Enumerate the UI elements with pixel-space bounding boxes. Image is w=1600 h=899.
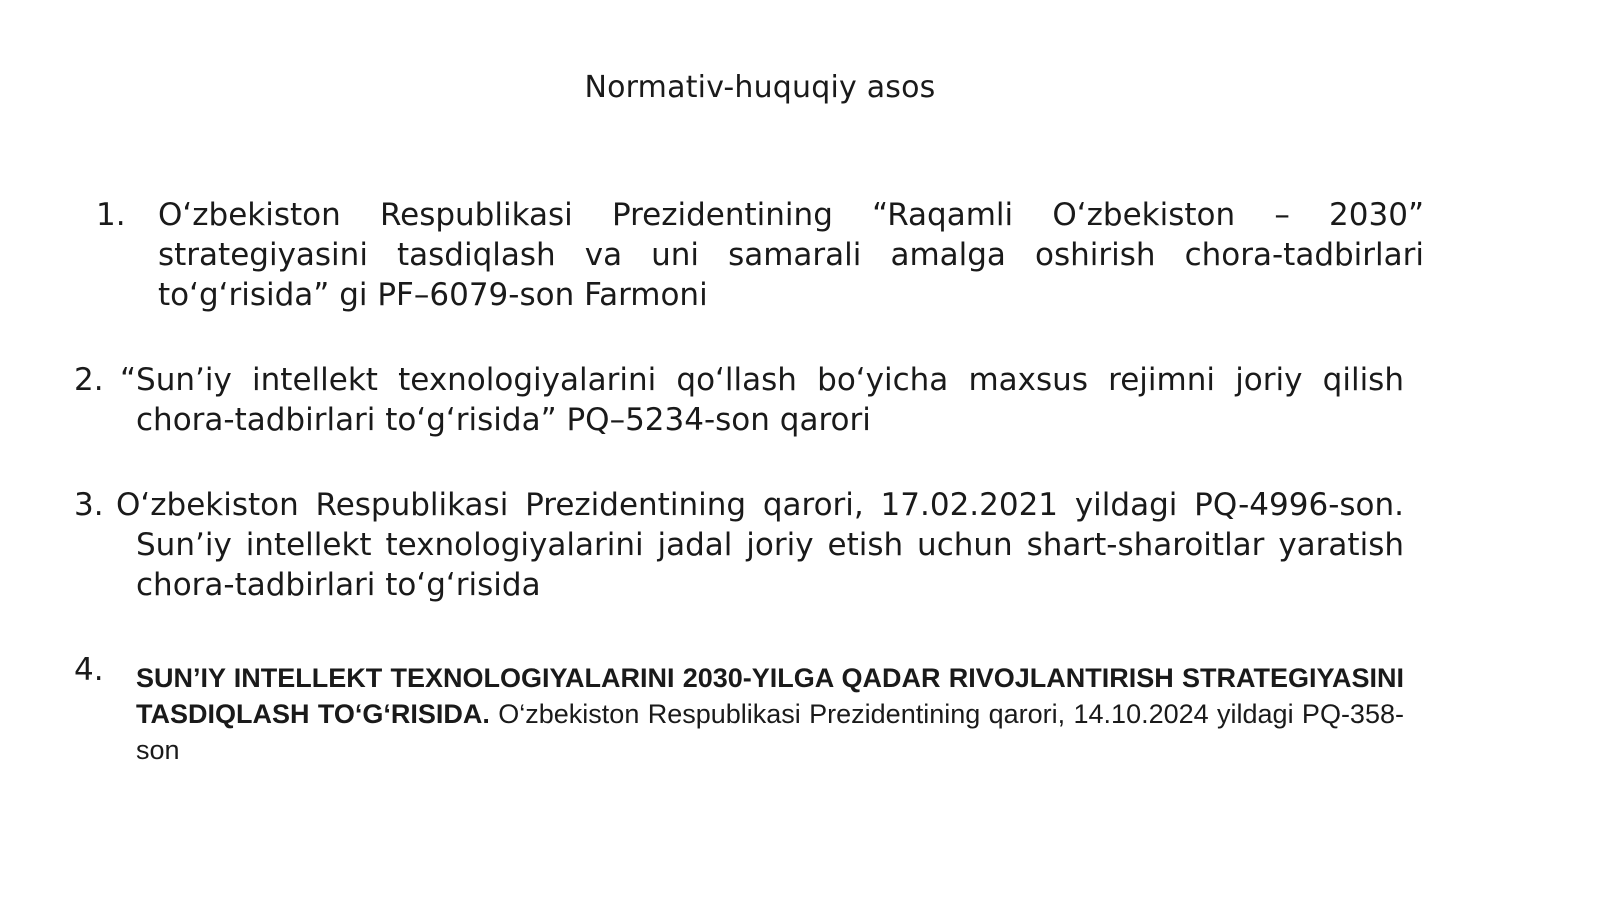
list-item-text: O‘zbekiston Respublikasi Prezidentining “Raqamli O‘zbekiston – 2030” strategiyasini tasdiqlash va uni samarali amalga oshirish chora-tadbirlari to‘g‘risida” gi PF–6079-son Farmoni <box>158 197 1424 313</box>
list-item-number: 2. <box>74 362 104 398</box>
list-item <box>96 195 1424 315</box>
slide-title: Normativ-huquqiy asos <box>584 70 936 105</box>
list-item-text: O‘zbekiston Respublikasi Prezidentining qarori, 17.02.2021 yildagi PQ-4996-son. Sun’iy intellekt texnologiyalarini jadal joriy etish uchun shart-sharoitlar yaratish chora-tadbirlari to‘g‘risida <box>116 487 1404 603</box>
list-item <box>74 485 1404 605</box>
list-item <box>74 652 1404 768</box>
list-item-number: 1. <box>96 197 126 233</box>
list-item-number: 4. <box>74 652 104 688</box>
list-item <box>74 360 1404 440</box>
list-item-bold-title: SUN’IY INTELLEKT TEXNOLOGIYALARINI 2030-YILGA QADAR RIVOJLANTIRISH STRATEGIYASINI TASDIQLASH TO‘G‘RISIDA. <box>136 663 1404 729</box>
list-item-body <box>136 660 1404 768</box>
list-item-text: “Sun’iy intellekt texnologiyalarini qo‘llash bo‘yicha maxsus rejimni joriy qilish chora-tadbirlari to‘g‘risida” PQ–5234-son qarori <box>120 362 1404 438</box>
list-item-text: O‘zbekiston Respublikasi Prezidentining qarori, 14.10.2024 yildagi PQ-358-son <box>136 699 1404 765</box>
list-item-number: 3. <box>74 487 104 523</box>
